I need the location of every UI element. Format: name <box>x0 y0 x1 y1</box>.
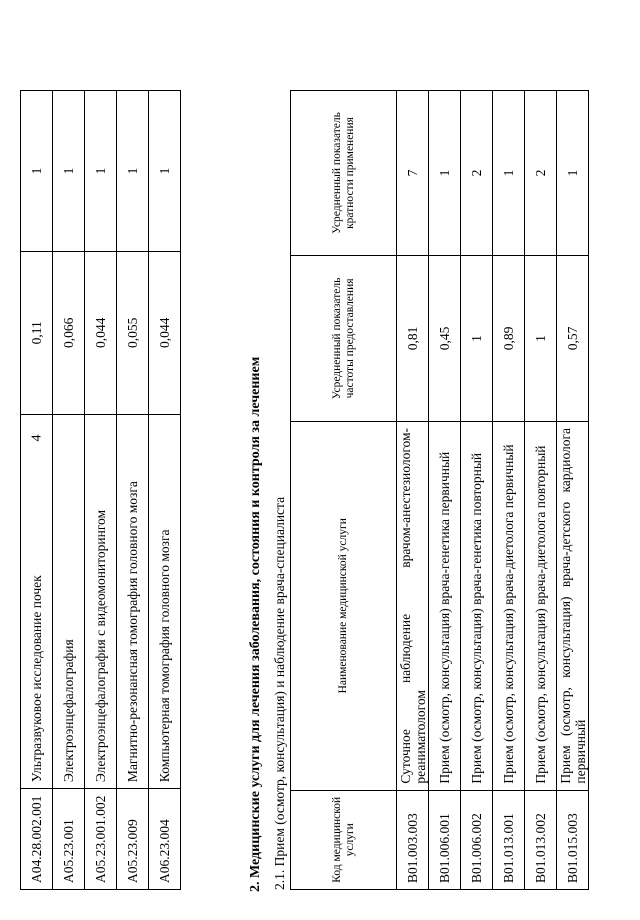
table-row <box>493 91 525 890</box>
table-row <box>525 91 557 890</box>
frequency-value: 0,066 <box>53 251 85 414</box>
multiplicity-value: 1 <box>21 91 53 252</box>
multiplicity-value: 2 <box>461 91 493 256</box>
table-row <box>117 91 149 890</box>
service-code: A05.23.009 <box>117 789 149 890</box>
frequency-value: 0,89 <box>493 255 525 421</box>
frequency-value: 0,11 <box>21 251 53 414</box>
service-name: Суточное наблюдение врачом-анестезиологом-реаниматологом <box>397 421 429 790</box>
service-code: B01.013.002 <box>525 790 557 889</box>
service-code: A04.28.002.001 <box>21 789 53 890</box>
header-multiplicity: Усредненный показатель кратности применения <box>291 91 397 256</box>
service-code: B01.003.003 <box>397 790 429 889</box>
frequency-value: 0,044 <box>85 251 117 414</box>
multiplicity-value: 2 <box>525 91 557 256</box>
table-row <box>397 91 429 890</box>
header-code: Код медицинской услуги <box>291 790 397 889</box>
service-code: B01.006.002 <box>461 790 493 889</box>
header-name: Наименование медицинской услуги <box>291 421 397 790</box>
frequency-value: 0,044 <box>149 251 181 414</box>
service-name: Прием (осмотр, консультация) врача-генетика первичный <box>429 421 461 790</box>
service-code: B01.013.001 <box>493 790 525 889</box>
specialist-consultation-table <box>290 90 589 890</box>
table-row <box>85 91 117 890</box>
service-code: B01.006.001 <box>429 790 461 889</box>
diagnostics-table <box>20 90 181 890</box>
service-name: Электроэнцефалография <box>53 414 85 788</box>
table-row <box>557 91 589 890</box>
frequency-value: 1 <box>525 255 557 421</box>
multiplicity-value: 1 <box>85 91 117 252</box>
multiplicity-value: 1 <box>149 91 181 252</box>
section-title: 2. Медицинские услуги для лечения заболевания, состояния и контроля за лечением <box>248 356 263 892</box>
page-number: 4 <box>29 434 45 442</box>
rotated-page-content <box>20 20 630 900</box>
multiplicity-value: 1 <box>493 91 525 256</box>
multiplicity-value: 1 <box>429 91 461 256</box>
service-code: A05.23.001 <box>53 789 85 890</box>
subsection-title: 2.1. Прием (осмотр, консультация) и наблюдение врача-специалиста <box>272 496 287 890</box>
multiplicity-value: 1 <box>53 91 85 252</box>
service-name: Прием (осмотр, консультация) врача-диетолога первичный <box>493 421 525 790</box>
multiplicity-value: 1 <box>117 91 149 252</box>
frequency-value: 0,81 <box>397 255 429 421</box>
service-code: B01.015.003 <box>557 790 589 889</box>
frequency-value: 0,055 <box>117 251 149 414</box>
multiplicity-value: 7 <box>397 91 429 256</box>
service-name: Магнитно-резонансная томография головного мозга <box>117 414 149 788</box>
table-header-row <box>291 91 397 890</box>
table-row <box>21 91 53 890</box>
table-row <box>53 91 85 890</box>
table-row <box>429 91 461 890</box>
service-name: Электроэнцефалография с видеомониторингом <box>85 414 117 788</box>
multiplicity-value: 1 <box>557 91 589 256</box>
frequency-value: 0,45 <box>429 255 461 421</box>
service-name: Прием (осмотр, консультация) врача-генетика повторный <box>461 421 493 790</box>
frequency-value: 0,57 <box>557 255 589 421</box>
service-name: Компьютерная томография головного мозга <box>149 414 181 788</box>
table-row <box>461 91 493 890</box>
service-name: Ультразвуковое исследование почек <box>21 414 53 788</box>
header-frequency: Усредненный показатель частоты предоставления <box>291 255 397 421</box>
service-code: A05.23.001.002 <box>85 789 117 890</box>
frequency-value: 1 <box>461 255 493 421</box>
service-name: Прием (осмотр, консультация) врача-диетолога повторный <box>525 421 557 790</box>
table-row <box>149 91 181 890</box>
service-name: Прием (осмотр, консультация) врача-детского кардиолога первичный <box>557 421 589 790</box>
service-code: A06.23.004 <box>149 789 181 890</box>
